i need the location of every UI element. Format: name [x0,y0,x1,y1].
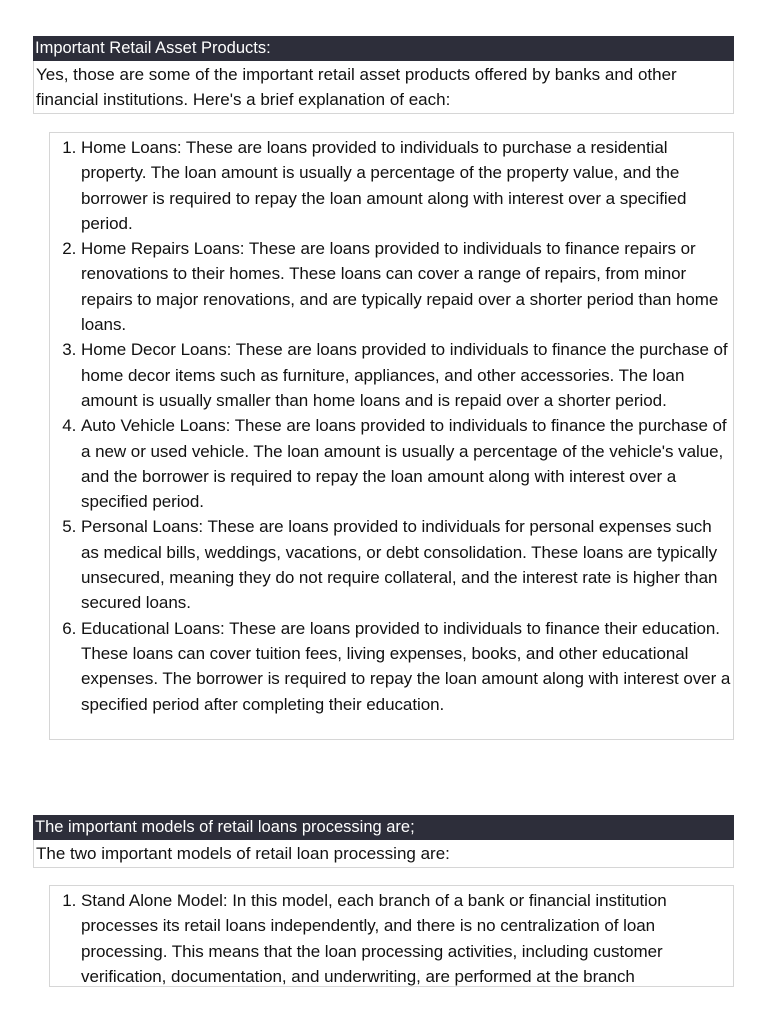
list-item: 6. Educational Loans: These are loans provided to individuals to finance their education. These loans can cover tuition fees, living expenses, books, and other educational expenses. The borrower is required to repay the loan amount along with interest over a specified period after completing their education. [81,616,733,717]
section-loan-processing-models [33,815,734,868]
list-item: 3. Home Decor Loans: These are loans provided to individuals to finance the purchase of home decor items such as furniture, appliances, and other accessories. The loan amount is usually smaller than home loans and is repaid over a shorter period. [81,337,733,413]
list-item: 5. Personal Loans: These are loans provided to individuals for personal expenses such as medical bills, weddings, vacations, or debt consolidation. These loans are typically unsecured, meaning they do not require collateral, and the interest rate is higher than secured loans. [81,514,733,615]
list-item: 4. Auto Vehicle Loans: These are loans provided to individuals to finance the purchase of a new or used vehicle. The loan amount is usually a percentage of the vehicle's value, and the borrower is required to repay the loan amount along with interest over a specified period. [81,413,733,514]
list-item: 1. Stand Alone Model: In this model, each branch of a bank or financial institution processes its retail loans independently, and there is no centralization of loan processing. This means that the loan processing activities, including customer verification, documentation, and underwriting, are performed at the branch [81,888,733,987]
section-retail-asset-products [33,36,734,114]
loan-processing-models-list [49,885,734,987]
section-header: The important models of retail loans processing are; [33,815,734,840]
list-item: 1. Home Loans: These are loans provided to individuals to purchase a residential property. The loan amount is usually a percentage of the property value, and the borrower is required to repay the loan amount along with interest over a specified period. [81,135,733,236]
section-intro: Yes, those are some of the important retail asset products offered by banks and other financial institutions. Here's a brief explanation of each: [33,61,734,114]
section-intro: The two important models of retail loan processing are: [33,840,734,868]
retail-asset-products-list [49,132,734,740]
list-item: 2. Home Repairs Loans: These are loans provided to individuals to finance repairs or renovations to their homes. These loans can cover a range of repairs, from minor repairs to major renovations, and are typically repaid over a shorter period than home loans. [81,236,733,337]
section-header: Important Retail Asset Products: [33,36,734,61]
